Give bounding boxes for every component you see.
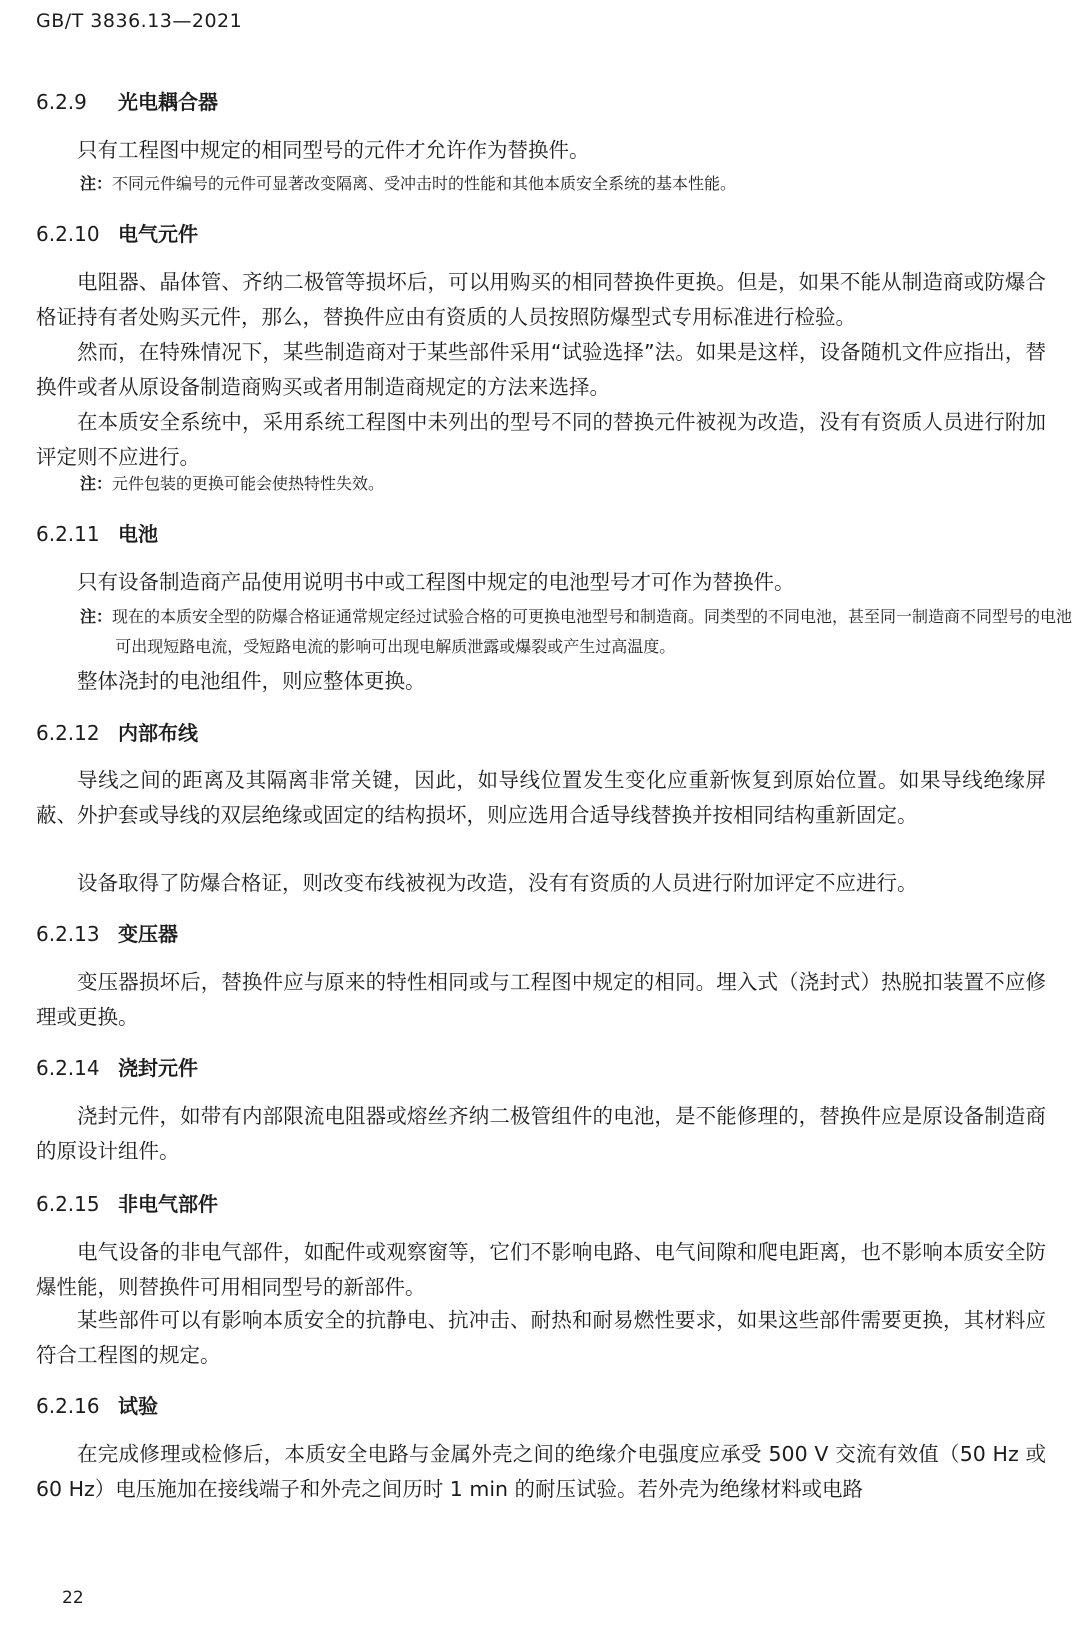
paragraph: 只有设备制造商产品使用说明书中或工程图中规定的电池型号才可作为替换件。 [77,570,795,594]
section-number: 6.2.13 [36,922,100,946]
note-text: 不同元件编号的元件可显著改变隔离、受冲击时的性能和其他本质安全系统的基本性能。 [112,174,737,193]
section-number: 6.2.15 [36,1192,100,1216]
section-title: 电气元件 [118,222,198,246]
section-title: 试验 [118,1394,158,1418]
paragraph: 设备取得了防爆合格证，则改变布线被视为改造，没有有资质的人员进行附加评定不应进行。 [77,871,918,895]
note-text: 现在的本质安全型的防爆合格证通常规定经过试验合格的可更换电池型号和制造商。同类型的不同电池，甚至同一制造商不同型号的电池可出现短路电流，受短路电流的影响可出现电解质泄露或爆裂或产生过高温度。 [112,607,1073,656]
section-number: 6.2.11 [36,522,100,546]
section-number: 6.2.9 [36,90,87,114]
section-number: 6.2.10 [36,222,100,246]
section-title: 电池 [118,522,158,546]
section-title: 浇封元件 [118,1056,198,1080]
paragraph: 电气设备的非电气部件，如配件或观察窗等，它们不影响电路、电气间隙和爬电距离，也不影响本质安全防爆性能，则替换件可用相同型号的新部件。 [36,1240,1046,1299]
paragraph: 某些部件可以有影响本质安全的抗静电、抗冲击、耐热和耐易燃性要求，如果这些部件需要更换，其材料应符合工程图的规定。 [36,1308,1046,1367]
note [80,469,1046,499]
section-heading [36,918,178,947]
section-heading [36,86,218,115]
section-title: 光电耦合器 [118,90,218,114]
section-heading [36,717,198,746]
section-heading [36,1052,198,1081]
section-heading [36,1188,218,1217]
note-text: 元件包装的更换可能会使热特性失效。 [112,474,385,493]
note-label: 注： [80,607,113,626]
note-label: 注： [80,474,113,493]
section-title: 变压器 [118,922,178,946]
paragraph: 在本质安全系统中，采用系统工程图中未列出的型号不同的替换元件被视为改造，没有有资质人员进行附加评定则不应进行。 [36,410,1046,469]
section-heading [36,1390,158,1419]
section-heading [36,218,198,247]
note [80,602,1080,662]
paragraph: 然而，在特殊情况下，某些制造商对于某些部件采用“试验选择”法。如果是这样，设备随机文件应指出，替换件或者从原设备制造商购买或者用制造商规定的方法来选择。 [36,340,1046,399]
document-header: GB/T 3836.13—2021 [36,10,243,32]
section-number: 6.2.12 [36,721,100,745]
page-number: 22 [62,1588,84,1608]
section-number: 6.2.16 [36,1394,100,1418]
paragraph: 浇封元件，如带有内部限流电阻器或熔丝齐纳二极管组件的电池，是不能修理的，替换件应是原设备制造商的原设计组件。 [36,1104,1046,1163]
paragraph: 整体浇封的电池组件，则应整体更换。 [77,669,426,693]
section-title: 非电气部件 [118,1192,218,1216]
paragraph: 电阻器、晶体管、齐纳二极管等损坏后，可以用购买的相同替换件更换。但是，如果不能从制造商或防爆合格证持有者处购买元件，那么，替换件应由有资质的人员按照防爆型式专用标准进行检验。 [36,270,1046,329]
paragraph: 变压器损坏后，替换件应与原来的特性相同或与工程图中规定的相同。埋入式（浇封式）热脱扣装置不应修理或更换。 [36,970,1046,1029]
section-title: 内部布线 [118,721,198,745]
section-number: 6.2.14 [36,1056,100,1080]
section-heading [36,518,158,547]
note-label: 注： [80,174,113,193]
paragraph: 导线之间的距离及其隔离非常关键，因此，如导线位置发生变化应重新恢复到原始位置。如果导线绝缘屏蔽、外护套或导线的双层绝缘或固定的结构损坏，则应选用合适导线替换并按相同结构重新固定。 [36,768,1046,827]
paragraph: 在完成修理或检修后，本质安全电路与金属外壳之间的绝缘介电强度应承受 500 V 交流有效值（50 Hz 或 60 Hz）电压施加在接线端子和外壳之间历时 1 min 的耐压试验。若外壳为绝缘材料或电路 [36,1442,1046,1501]
paragraph: 只有工程图中规定的相同型号的元件才允许作为替换件。 [77,138,590,162]
note [80,169,1046,199]
